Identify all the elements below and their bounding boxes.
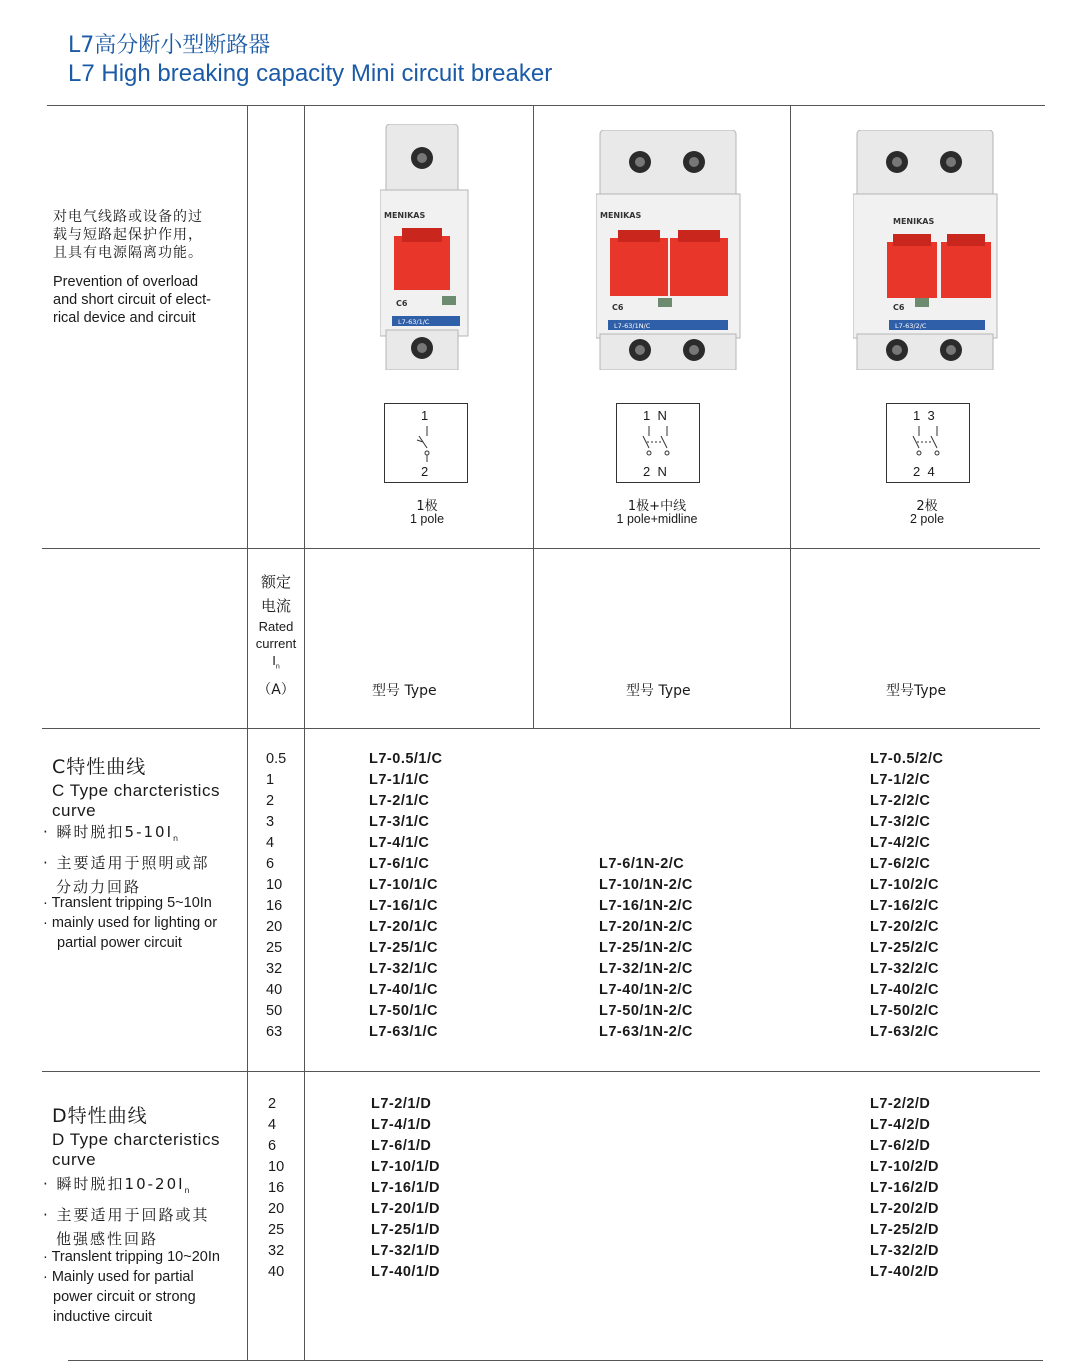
section-c-bullets-en: · Translent tripping 5~10In · mainly used for lighting or partial power circuit bbox=[43, 895, 218, 951]
rated-current-value: 6 bbox=[266, 856, 275, 872]
type-header-1: 型号 Type bbox=[372, 683, 437, 699]
model-number: L7-50/2/C bbox=[870, 1003, 939, 1019]
model-number: L7-4/2/C bbox=[870, 835, 931, 851]
model-number: L7-25/2/D bbox=[870, 1222, 939, 1238]
svg-text:C6: C6 bbox=[893, 303, 905, 312]
rated-current-value: 40 bbox=[266, 982, 283, 998]
rated-current-value: 10 bbox=[268, 1159, 285, 1175]
model-number: L7-25/1/D bbox=[371, 1222, 440, 1238]
model-number: L7-3/1/C bbox=[369, 814, 430, 830]
section-d-label: D特性曲线 D Type charcteristics curve bbox=[52, 1105, 220, 1169]
breaker-image-1p bbox=[380, 124, 470, 374]
col-divider-3 bbox=[533, 105, 534, 729]
svg-text:C6: C6 bbox=[612, 303, 624, 312]
rated-current-value: 16 bbox=[268, 1180, 285, 1196]
model-number: L7-32/2/D bbox=[870, 1243, 939, 1259]
section-c-label: C特性曲线 C Type charcteristics curve bbox=[52, 756, 220, 820]
wiring-symbol-2p: 1 3 2 4 bbox=[886, 403, 970, 483]
page-title-cn: L7高分断小型断路器 bbox=[68, 33, 271, 58]
rated-current-header: 额定 电流 Rated current $I_n$ （A） bbox=[255, 573, 297, 698]
rated-current-value: 2 bbox=[266, 793, 275, 809]
section-c-models-2pole bbox=[870, 749, 944, 1043]
rated-current-value: 40 bbox=[268, 1264, 285, 1280]
rated-current-value: 16 bbox=[266, 898, 283, 914]
section-c-bullets-cn: · 瞬时脱扣$5-10I_n$ · 主要适用于照明或部 分动力回路 bbox=[43, 823, 210, 896]
model-number: L7-20/2/D bbox=[870, 1201, 939, 1217]
model-number: L7-25/1/C bbox=[369, 940, 438, 956]
col-divider-2 bbox=[304, 105, 305, 1361]
model-number: L7-0.5/1/C bbox=[369, 751, 443, 767]
model-number: L7-63/1/C bbox=[369, 1024, 438, 1040]
svg-text:MENIKAS: MENIKAS bbox=[384, 211, 426, 220]
svg-text:L7-63/1N/C: L7-63/1N/C bbox=[614, 322, 651, 330]
page-title-en: L7 High breaking capacity Mini circuit breaker bbox=[68, 60, 553, 87]
wiring-symbol-1p: 1 2 bbox=[384, 403, 468, 483]
model-number: L7-63/1N-2/C bbox=[599, 1024, 693, 1040]
model-number: L7-2/2/D bbox=[870, 1096, 931, 1112]
model-number: L7-63/2/C bbox=[870, 1024, 939, 1040]
rated-current-value: 3 bbox=[266, 814, 275, 830]
model-number: L7-32/1/C bbox=[369, 961, 438, 977]
model-number: L7-20/2/C bbox=[870, 919, 939, 935]
model-number: L7-40/2/C bbox=[870, 982, 939, 998]
rated-current-value: 2 bbox=[268, 1096, 277, 1112]
model-number: L7-6/2/D bbox=[870, 1138, 931, 1154]
pole-label-cn-3: 2极 bbox=[916, 499, 938, 514]
intro-desc-en: Prevention of overload and short circuit of elect- rical device and circuit bbox=[53, 274, 211, 326]
svg-text:C6: C6 bbox=[396, 299, 408, 308]
model-number: L7-40/1/C bbox=[369, 982, 438, 998]
model-number: L7-1/1/C bbox=[369, 772, 430, 788]
section-d-models-2pole bbox=[870, 1094, 939, 1283]
model-number: L7-16/1N-2/C bbox=[599, 898, 693, 914]
model-number: L7-16/1/C bbox=[369, 898, 438, 914]
model-number: L7-0.5/2/C bbox=[870, 751, 944, 767]
pole-label-en-1: 1 pole bbox=[409, 512, 445, 526]
model-number: L7-32/1N-2/C bbox=[599, 961, 693, 977]
type-header-3: 型号Type bbox=[886, 683, 947, 699]
model-number: L7-25/2/C bbox=[870, 940, 939, 956]
pole-label-en-2: 1 pole+midline bbox=[616, 512, 698, 526]
model-number: L7-16/2/D bbox=[870, 1180, 939, 1196]
breaker-image-1pn bbox=[596, 130, 742, 374]
rated-current-value: 1 bbox=[266, 772, 275, 788]
col-divider-1 bbox=[247, 105, 248, 1361]
model-number: L7-3/2/C bbox=[870, 814, 931, 830]
model-number: L7-50/1N-2/C bbox=[599, 1003, 693, 1019]
section-d-bullets-en: · Translent tripping 10~20In · Mainly used for partial power circuit or strong inductive circuit bbox=[43, 1249, 220, 1325]
rated-current-value: 32 bbox=[266, 961, 283, 977]
model-number: L7-6/1/D bbox=[371, 1138, 432, 1154]
model-number: L7-20/1/D bbox=[371, 1201, 440, 1217]
model-number: L7-16/2/C bbox=[870, 898, 939, 914]
rated-current-value: 10 bbox=[266, 877, 283, 893]
model-number: L7-6/1/C bbox=[369, 856, 430, 872]
section-d-currents bbox=[268, 1094, 284, 1283]
section-c-models-1pn bbox=[599, 854, 693, 1043]
rated-current-value: 32 bbox=[268, 1243, 285, 1259]
model-number: L7-4/2/D bbox=[870, 1117, 931, 1133]
section-c-currents bbox=[266, 749, 286, 1043]
section-d-bullets-cn: · 瞬时脱扣$10-20I_n$ · 主要适用于回路或其 他强感性回路 bbox=[43, 1175, 210, 1248]
rated-current-value: 63 bbox=[266, 1024, 283, 1040]
model-number: L7-40/2/D bbox=[870, 1264, 939, 1280]
rated-current-value: 4 bbox=[266, 835, 275, 851]
row-divider-2 bbox=[42, 728, 1040, 729]
model-number: L7-20/1N-2/C bbox=[599, 919, 693, 935]
model-number: L7-25/1N-2/C bbox=[599, 940, 693, 956]
model-number: L7-10/1/D bbox=[371, 1159, 440, 1175]
model-number: L7-32/2/C bbox=[870, 961, 939, 977]
top-rule bbox=[47, 105, 1045, 106]
rated-current-value: 0.5 bbox=[266, 751, 287, 767]
intro-desc-cn: 对电气线路或设备的过 载与短路起保护作用， 且具有电源隔离功能。 bbox=[53, 209, 203, 261]
svg-text:L7-63/2/C: L7-63/2/C bbox=[895, 322, 927, 330]
model-number: L7-4/1/D bbox=[371, 1117, 432, 1133]
model-number: L7-6/2/C bbox=[870, 856, 931, 872]
model-number: L7-2/2/C bbox=[870, 793, 931, 809]
rated-current-value: 4 bbox=[268, 1117, 277, 1133]
wiring-symbol-1pn: 1 N 2 N bbox=[616, 403, 700, 483]
svg-text:L7-63/1/C: L7-63/1/C bbox=[398, 318, 430, 326]
row-divider-1 bbox=[42, 548, 1040, 549]
model-number: L7-40/1/D bbox=[371, 1264, 440, 1280]
breaker-image-2p bbox=[853, 130, 999, 374]
rated-current-value: 25 bbox=[268, 1222, 285, 1238]
model-number: L7-2/1/D bbox=[371, 1096, 432, 1112]
rated-current-value: 50 bbox=[266, 1003, 283, 1019]
model-number: L7-4/1/C bbox=[369, 835, 430, 851]
row-divider-3 bbox=[42, 1071, 1040, 1072]
model-number: L7-40/1N-2/C bbox=[599, 982, 693, 998]
rated-current-value: 20 bbox=[268, 1201, 285, 1217]
type-header-2: 型号 Type bbox=[626, 683, 691, 699]
model-number: L7-32/1/D bbox=[371, 1243, 440, 1259]
pole-label-cn-1: 1极 bbox=[416, 499, 438, 514]
rated-current-value: 20 bbox=[266, 919, 283, 935]
model-number: L7-10/1/C bbox=[369, 877, 438, 893]
model-number: L7-1/2/C bbox=[870, 772, 931, 788]
model-number: L7-50/1/C bbox=[369, 1003, 438, 1019]
model-number: L7-16/1/D bbox=[371, 1180, 440, 1196]
model-number: L7-20/1/C bbox=[369, 919, 438, 935]
svg-text:MENIKAS: MENIKAS bbox=[893, 217, 935, 226]
model-number: L7-10/2/C bbox=[870, 877, 939, 893]
pole-label-en-3: 2 pole bbox=[909, 512, 945, 526]
model-number: L7-6/1N-2/C bbox=[599, 856, 685, 872]
pole-label-cn-2: 1极+中线 bbox=[627, 499, 687, 514]
svg-text:MENIKAS: MENIKAS bbox=[600, 211, 642, 220]
rated-current-value: 25 bbox=[266, 940, 283, 956]
bottom-rule bbox=[68, 1360, 1043, 1361]
section-c-models-1pole bbox=[369, 749, 443, 1043]
model-number: L7-10/1N-2/C bbox=[599, 877, 693, 893]
rated-current-value: 6 bbox=[268, 1138, 277, 1154]
model-number: L7-2/1/C bbox=[369, 793, 430, 809]
model-number: L7-10/2/D bbox=[870, 1159, 939, 1175]
section-d-models-1pole bbox=[371, 1094, 440, 1283]
col-divider-4 bbox=[790, 105, 791, 729]
